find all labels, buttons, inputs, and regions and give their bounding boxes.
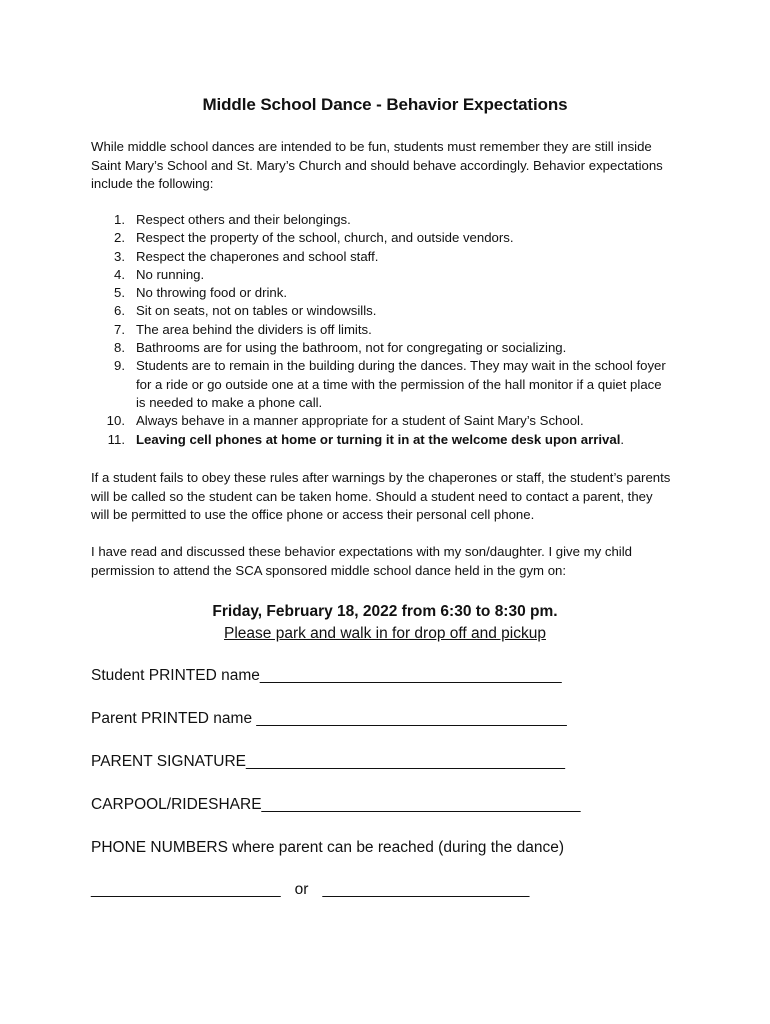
list-number: 8. bbox=[114, 340, 125, 356]
rule-text: No running. bbox=[136, 266, 205, 282]
rules-list bbox=[91, 211, 671, 449]
list-item bbox=[91, 339, 671, 357]
list-item bbox=[91, 284, 671, 302]
rule-text: Bathrooms are for using the bathroom, not for congregating or socializing. bbox=[136, 340, 567, 356]
rule-text: Always behave in a manner appropriate for a student of Saint Mary’s School. bbox=[136, 413, 584, 429]
list-item bbox=[91, 248, 671, 266]
student-name-field[interactable]: Student PRINTED name___________________________________ bbox=[91, 667, 562, 684]
rule-text: Respect the property of the school, church, and outside vendors. bbox=[136, 230, 514, 246]
list-item bbox=[91, 266, 671, 284]
list-item bbox=[91, 431, 671, 449]
list-number: 7. bbox=[114, 321, 125, 337]
list-number: 9. bbox=[114, 358, 125, 374]
list-item bbox=[91, 357, 671, 412]
list-number: 2. bbox=[114, 230, 125, 246]
list-number: 5. bbox=[114, 285, 125, 301]
list-number: 3. bbox=[114, 248, 125, 264]
carpool-field[interactable]: CARPOOL/RIDESHARE_____________________________________ bbox=[91, 796, 581, 813]
phone-or-label: or bbox=[294, 881, 309, 898]
rule-text: Students are to remain in the building during the dances. They may wait in the school foyer for a ride or go outside one at a time with the permission of the hall monitor if a quiet place is needed to make a phone call. bbox=[136, 358, 666, 410]
list-number: 6. bbox=[114, 303, 125, 319]
parent-name-field[interactable]: Parent PRINTED name ____________________________________ bbox=[91, 710, 567, 727]
phone-numbers-label: PHONE NUMBERS where parent can be reached (during the dance) bbox=[91, 839, 564, 856]
list-number: 10. bbox=[106, 413, 125, 429]
rule-text: Respect the chaperones and school staff. bbox=[136, 248, 379, 264]
rule-text: No throwing food or drink. bbox=[136, 285, 287, 301]
list-number: 1. bbox=[114, 212, 125, 227]
parent-signature-field[interactable]: PARENT SIGNATURE_____________________________________ bbox=[91, 753, 565, 770]
rule-text: Sit on seats, not on tables or windowsills. bbox=[136, 303, 377, 319]
list-item bbox=[91, 211, 671, 229]
list-item bbox=[91, 412, 671, 430]
document-title: Middle School Dance - Behavior Expectations bbox=[202, 95, 568, 114]
list-item bbox=[91, 229, 671, 247]
rule-text: The area behind the dividers is off limits. bbox=[136, 321, 372, 337]
phone-field-1[interactable]: ______________________ bbox=[91, 881, 281, 898]
phone-numbers-row bbox=[91, 881, 529, 899]
rule-text: Respect others and their belongings. bbox=[136, 212, 351, 227]
list-item bbox=[91, 321, 671, 339]
rule-suffix: . bbox=[620, 431, 625, 447]
intro-paragraph: While middle school dances are intended to be fun, students must remember they are still inside Saint Mary’s School and St. Mary’s Church and should behave accordingly. Behavior expectations include the following: bbox=[91, 139, 663, 191]
phone-field-2[interactable]: ________________________ bbox=[322, 881, 530, 898]
event-note: Please park and walk in for drop off and pickup bbox=[224, 625, 546, 642]
list-item bbox=[91, 302, 671, 320]
rule-text-bold: Leaving cell phones at home or turning it in at the welcome desk upon arrival bbox=[136, 431, 621, 447]
list-number: 11. bbox=[107, 431, 125, 447]
list-number: 4. bbox=[114, 266, 125, 282]
consent-paragraph: I have read and discussed these behavior expectations with my son/daughter. I give my child permission to attend the SCA sponsored middle school dance held in the gym on: bbox=[91, 544, 632, 578]
event-date: Friday, February 18, 2022 from 6:30 to 8:30 pm. bbox=[212, 603, 558, 620]
consequence-paragraph: If a student fails to obey these rules after warnings by the chaperones or staff, the student’s parents will be called so the student can be taken home. Should a student need to contact a parent, they will be permitted to use the office phone or access their personal cell phone. bbox=[91, 470, 671, 522]
